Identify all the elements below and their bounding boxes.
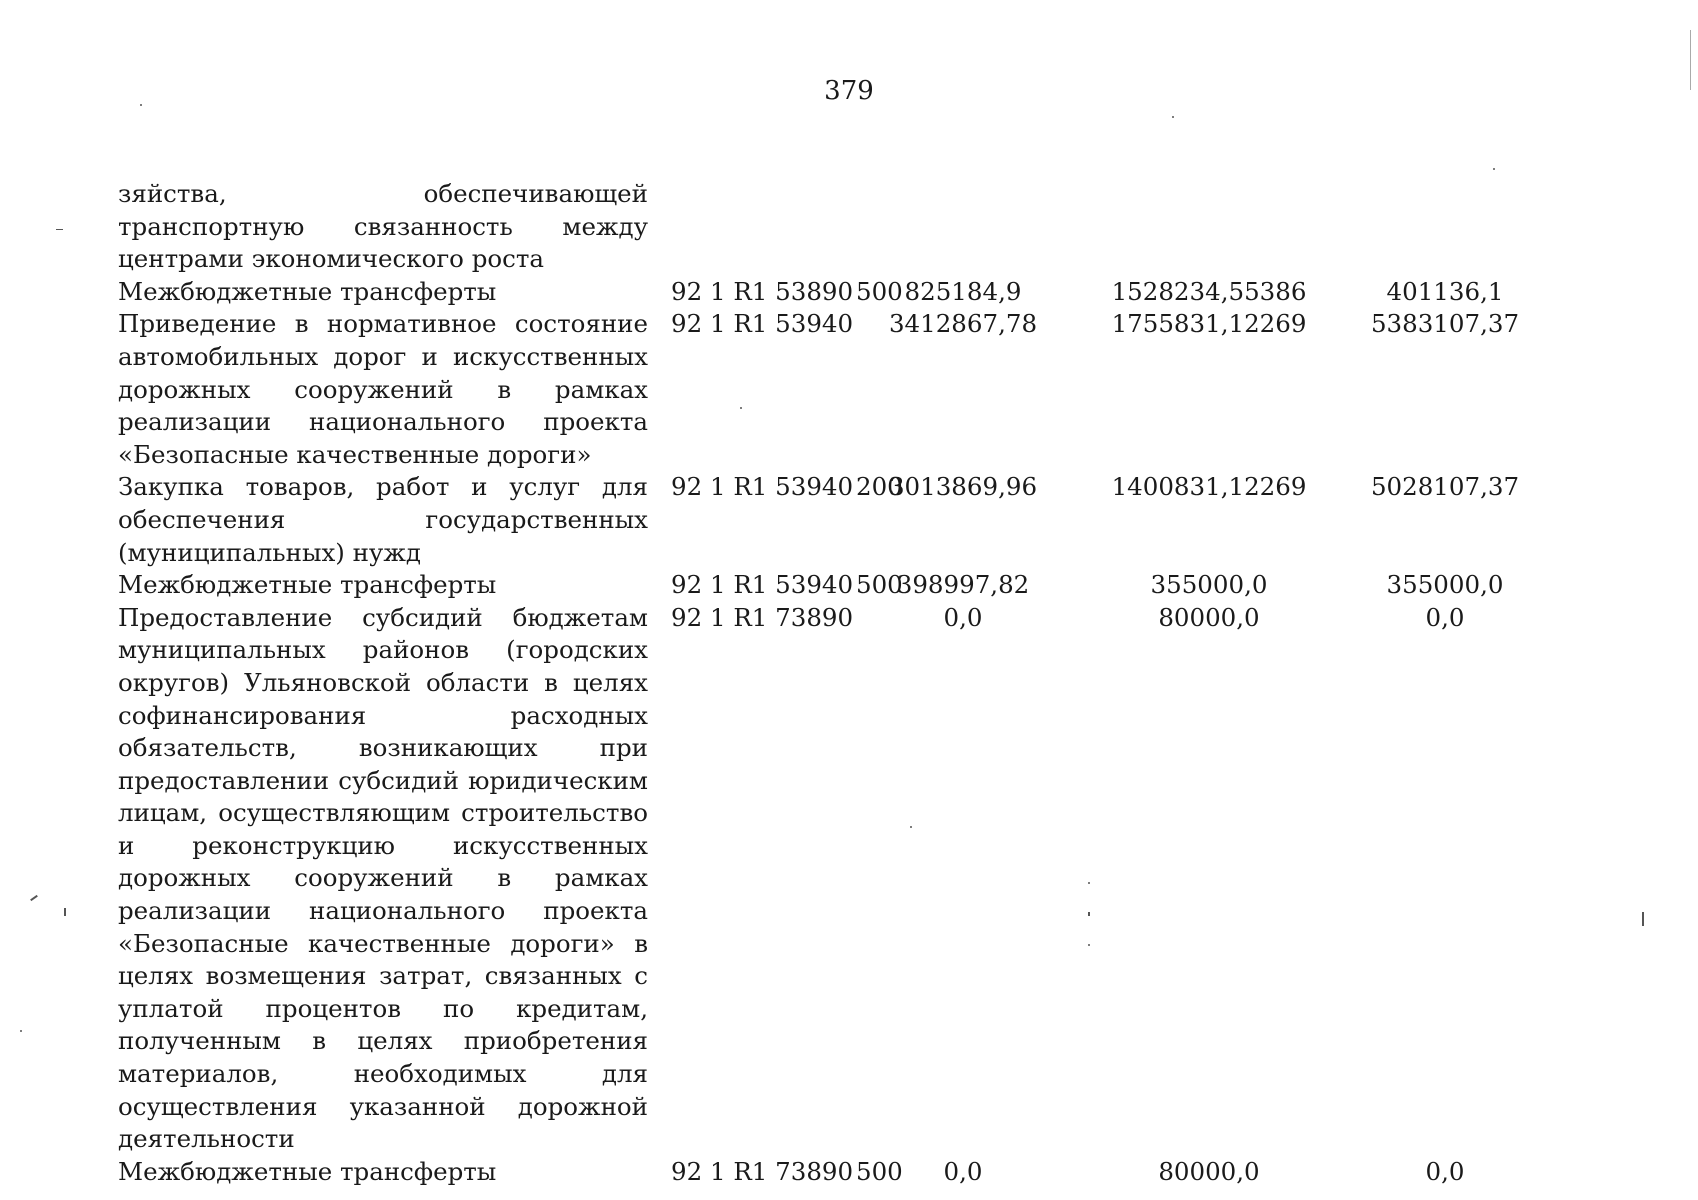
row-code: 92 1 R1 73890: [671, 602, 854, 632]
table-row: [118, 569, 1504, 602]
scan-speck: [1088, 944, 1090, 946]
row-description: Межбюджетные трансферты: [118, 276, 497, 306]
scan-speck: [1690, 30, 1691, 90]
table-row: [118, 178, 648, 276]
row-value-1: 0,0: [943, 1156, 983, 1186]
scan-speck: [30, 895, 38, 901]
scan-speck: [20, 1030, 22, 1032]
row-code: 92 1 R1 73890: [671, 1156, 854, 1186]
row-value-3: 0,0: [1425, 1156, 1465, 1186]
table-row: [118, 471, 1520, 569]
table-row: [118, 1156, 1465, 1189]
scan-speck: [1642, 912, 1644, 926]
row-description: Приведение в нормативное состояние автомобильных дорог и искусственных дорожных сооружений в рамках реализации национального проекта «Безопасные качественные дороги»: [118, 309, 648, 469]
scan-speck: [1493, 168, 1495, 170]
row-value-2: 1400831,12269: [1111, 472, 1307, 502]
row-type: 500: [856, 570, 903, 600]
row-value-2: 1755831,12269: [1111, 309, 1307, 339]
scan-speck: [740, 407, 742, 409]
row-description: Межбюджетные трансферты: [118, 570, 497, 600]
row-code: 92 1 R1 53890: [671, 276, 854, 306]
row-type: 500: [856, 276, 903, 306]
scan-speck: [1088, 912, 1090, 916]
row-value-1: 0,0: [943, 602, 983, 632]
row-value-3: 5383107,37: [1370, 309, 1520, 339]
row-type: 500: [856, 1156, 903, 1186]
row-value-3: 5028107,37: [1370, 472, 1520, 502]
row-description: Закупка товаров, работ и услуг для обеспечения государственных (муниципальных) нужд: [118, 472, 648, 567]
row-value-2: 80000,0: [1158, 1156, 1260, 1186]
row-value-3: 0,0: [1425, 602, 1465, 632]
table-row: [118, 602, 1465, 1156]
scan-speck: [1088, 882, 1090, 884]
row-code: 92 1 R1 53940: [671, 472, 854, 502]
budget-table: [118, 178, 1520, 1188]
row-description: Предоставление субсидий бюджетам муниципальных районов (городских округов) Ульяновской области в целях софинансирования расходных обязательств, возникающих при предоставлении субсидий юридическим лицам, осуществляющим строительство и реконструкцию искусственных дорожных сооружений в рамках реализации национального проекта «Безопасные качественные дороги» в целях возмещения затрат, связанных с уплатой процентов по кредитам, полученным в целях приобретения материалов, необходимых для осуществления указанной дорожной деятельности: [118, 602, 648, 1154]
scan-speck: [64, 908, 66, 916]
row-value-2: 80000,0: [1158, 602, 1260, 632]
scan-speck: [1172, 116, 1174, 118]
page-number: 379: [824, 76, 874, 106]
table-row: [118, 308, 1520, 471]
row-value-1: 398997,82: [896, 570, 1030, 600]
row-value-1: 825184,9: [904, 276, 1022, 306]
row-description: зяйства, обеспечивающей транспортную связанность между центрами экономического роста: [118, 179, 648, 274]
row-value-3: 355000,0: [1386, 570, 1504, 600]
scan-speck: [140, 104, 142, 106]
row-value-2: 355000,0: [1150, 570, 1268, 600]
row-value-2: 1528234,55386: [1111, 276, 1307, 306]
scan-speck: [56, 229, 63, 230]
row-code: 92 1 R1 53940: [671, 309, 854, 339]
row-description: Межбюджетные трансферты: [118, 1156, 497, 1186]
row-value-3: 401136,1: [1386, 276, 1504, 306]
row-value-1: 3013869,96: [888, 472, 1038, 502]
table-row: [118, 276, 1504, 309]
row-type: 200: [856, 472, 903, 502]
row-value-1: 3412867,78: [888, 309, 1038, 339]
scan-speck: [910, 826, 912, 828]
row-code: 92 1 R1 53940: [671, 570, 854, 600]
